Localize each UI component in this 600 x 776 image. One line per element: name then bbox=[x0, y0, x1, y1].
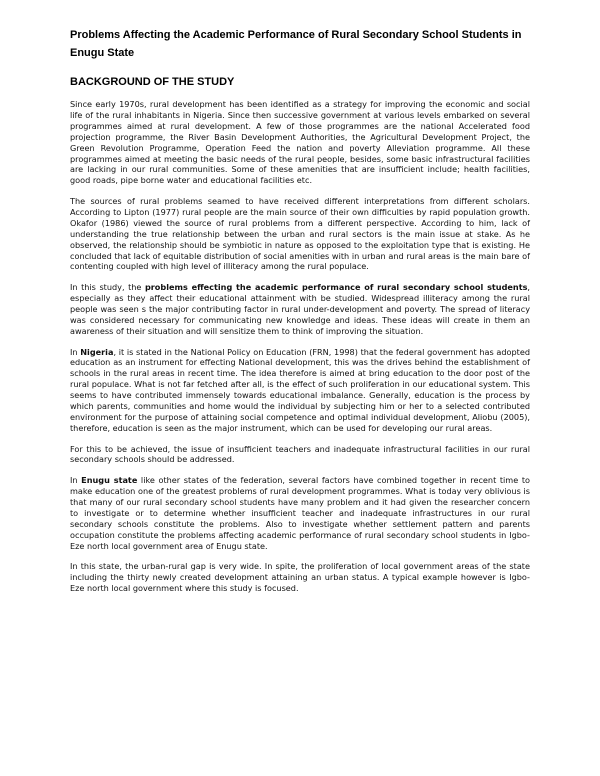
paragraph-3-pre: In this study, the bbox=[70, 282, 145, 293]
paragraph-3 bbox=[70, 282, 530, 337]
paragraph-2: The sources of rural problems seamed to have received different interpretations from different scholars. According to Lipton (1977) rural people are the main source of their own difficulties by rapid population growth. Okafor (1986) viewed the source of rural problems from a different perspective. According to him, lack of understanding the true relationship between the urban and rural sectors is the main issue at stake. As he observed, the relationship should be symbiotic in nature as opposed to the exploitation type that is existing. He concluded that lack of equitable distribution of social amenities with in urban and rural areas is the main bare of contenting coupled with high level of illiteracy among the rural populace. bbox=[70, 196, 530, 272]
paragraph-1: Since early 1970s, rural development has been identified as a strategy for improving the economic and social life of the rural inhabitants in Nigeria. Since then successive government at various levels embarked on several programmes aimed at rural development. A few of those programmes are the national Accelerated food projection programme, the River Basin Development Authorities, the Agricultural Development Project, the Green Revolution Programme, Operation Feed the nation and poverty Alleviation programme. All these programmes aimed at meeting the basic needs of the rural people, besides, some basic infrastructural facilities are lacking in our rural communities. Some of these amenities that are insufficient include; health facilities, good roads, pipe borne water and educational facilities etc. bbox=[70, 99, 530, 186]
paragraph-6-bold: Enugu state bbox=[81, 475, 138, 486]
document-title: Problems Affecting the Academic Performance of Rural Secondary School Students in Enugu State bbox=[70, 29, 522, 59]
paragraph-6-post: like other states of the federation, several factors have combined together in recent time to make education one of the greatest problems of rural development programmes. What is today very oblivious is that many of our rural secondary school students have many problem and it had given the researcher concern to investigate or to determine whether insufficient teacher and inadequate infrastructures in our rural secondary schools constitute the problems. Also to investigate whether settlement pattern and parents occupation constitute the problems affecting academic performance of rural secondary school students in Igbo-Eze north local government area of Enugu state. bbox=[70, 475, 530, 551]
paragraph-3-post: , especially as they affect their educational attainment with be studied. Widespread illiteracy among the rural people was seen s the major contributing factor in rural under-development and poverty. The spread of literacy was considered necessary for communicating new knowledge and ideas. These ideas will create in them an awareness of their situation and will sensitize them to think of improving the situation. bbox=[70, 282, 531, 336]
paragraph-4-post: , it is stated in the National Policy on Education (FRN, 1998) that the federal government has adopted education as an instrument for effecting National development, this was the drives behind the establishment of schools in the rural areas in recent time. The idea therefore is aimed at bring education to the door post of the rural populace. What is not far fetched after all, is the effect of such proliferation in our educational system. This seems to have contributed immensely towards educational imbalance. Generally, education is the process by which parents, communities and home would the individual by subjecting him or her to a selected contributed environment for the purpose of attaining social competence and optimal individual development, Aliobu (2005), therefore, education is seen as the major instrument, which can be used for developing our rural areas. bbox=[70, 346, 530, 433]
paragraph-6 bbox=[70, 475, 530, 551]
paragraph-7: In this state, the urban-rural gap is very wide. In spite, the proliferation of local government areas of the state including the thirty newly created development attaining an urban status. A typical example however is Igbo-Eze north local government where this study is focused. bbox=[70, 561, 530, 594]
section-heading: BACKGROUND OF THE STUDY bbox=[70, 76, 235, 88]
paragraph-3-bold: problems effecting the academic performance of rural secondary school students bbox=[144, 282, 528, 293]
paragraph-5: For this to be achieved, the issue of insufficient teachers and inadequate infrastructural facilities in our rural secondary schools should be addressed. bbox=[70, 443, 530, 465]
paragraph-6-pre: In bbox=[70, 475, 82, 486]
document-body bbox=[70, 99, 530, 604]
paragraph-4-pre: In bbox=[70, 346, 81, 357]
paragraph-4-bold: Nigeria bbox=[80, 346, 114, 357]
paragraph-4 bbox=[70, 347, 530, 434]
